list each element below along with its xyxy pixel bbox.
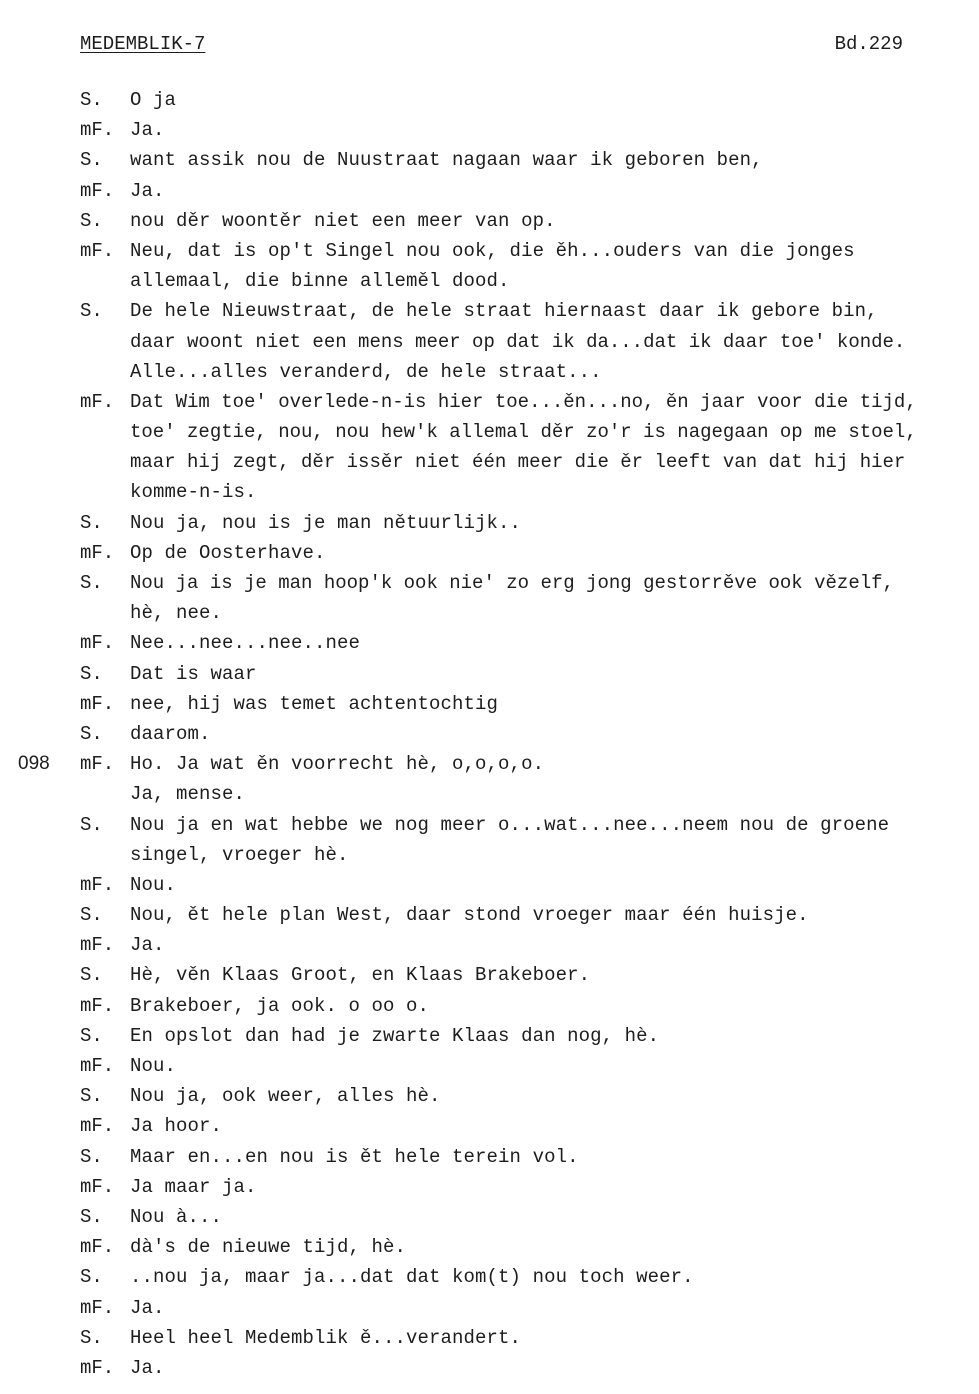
page-number: Bd.229 — [834, 33, 903, 55]
utterance-text: Ja. — [130, 934, 165, 957]
transcript-line — [0, 327, 979, 357]
utterance-text: Alle...alles veranderd, de hele straat... — [130, 360, 602, 383]
utterance-text: Nou ja is je man hoop'k ook nie' zo erg jong gestorrěve ook vězelf, — [130, 572, 894, 594]
utterance-text: nou děr woontěr niet een meer van op. — [130, 209, 556, 232]
speaker-label: S. — [80, 511, 103, 534]
transcript-line — [0, 85, 979, 115]
transcript-line — [0, 387, 979, 417]
speaker-label: mF. — [80, 692, 115, 715]
utterance-text: Nou à... — [130, 1205, 223, 1228]
speaker-label: S. — [80, 209, 103, 232]
transcript-line — [0, 900, 979, 930]
speaker-label: mF. — [80, 390, 115, 413]
speaker-label: mF. — [80, 934, 115, 957]
utterance-text: Ho. Ja wat ěn voorrecht hè, o,o,o,o. — [130, 753, 545, 776]
speaker-label: mF. — [80, 1175, 115, 1198]
transcript-line — [0, 991, 979, 1021]
transcript-line — [0, 598, 979, 628]
transcript-line — [0, 1142, 979, 1172]
speaker-label: mF. — [80, 1236, 115, 1259]
transcript-line — [0, 1172, 979, 1202]
speaker-label: mF. — [80, 1055, 115, 1077]
transcript-line — [0, 659, 979, 689]
utterance-text: Brakeboer, ja ook. o oo o. — [130, 994, 430, 1017]
transcript-line — [0, 1262, 979, 1292]
utterance-text: Ja hoor. — [130, 1115, 223, 1138]
speaker-label: S. — [80, 904, 103, 927]
utterance-text: ..nou ja, maar ja...dat dat kom(t) nou toch weer. — [130, 1266, 694, 1289]
transcript-line — [0, 447, 979, 477]
speaker-label: S. — [80, 1085, 103, 1108]
utterance-text: Ja. — [130, 1356, 165, 1379]
utterance-text: De hele Nieuwstraat, de hele straat hiernaast daar ik gebore bin, — [130, 300, 878, 323]
transcript-line — [0, 417, 979, 447]
transcript-line — [0, 1323, 979, 1353]
utterance-text: Nou. — [130, 1055, 177, 1077]
speaker-label: mF. — [80, 239, 115, 262]
transcript-line — [0, 176, 979, 206]
utterance-text: Op de Oosterhave. — [130, 541, 326, 564]
utterance-text: Heel heel Medemblik ě...verandert. — [130, 1326, 522, 1349]
utterance-text: Ja. — [130, 179, 165, 202]
transcript-line — [0, 749, 979, 779]
speaker-label: mF. — [80, 632, 115, 655]
utterance-text: daarom. — [130, 722, 211, 745]
transcript-line — [0, 840, 979, 870]
utterance-text: Nou, ět hele plan West, daar stond vroeger maar één huisje. — [130, 904, 809, 927]
transcript-line — [0, 689, 979, 719]
utterance-text: Maar en...en nou is ět hele terein vol. — [130, 1145, 579, 1168]
utterance-text: nee, hij was temet achtentochtig — [130, 692, 499, 715]
transcript-line — [0, 508, 979, 538]
utterance-text: Ja. — [130, 1296, 165, 1319]
transcript-line — [0, 206, 979, 236]
utterance-text: Nou. — [130, 873, 177, 896]
speaker-label: mF. — [80, 994, 115, 1017]
speaker-label: S. — [80, 1326, 103, 1349]
speaker-label: mF. — [80, 119, 115, 142]
transcript-line — [0, 870, 979, 900]
speaker-label: mF. — [80, 541, 115, 564]
speaker-label: S. — [80, 662, 103, 685]
transcript-line — [0, 1111, 979, 1141]
speaker-label: S. — [80, 1145, 103, 1168]
utterance-text: Ja maar ja. — [130, 1175, 257, 1198]
transcript-line — [0, 477, 979, 507]
transcript-line — [0, 1232, 979, 1262]
transcript-line — [0, 810, 979, 840]
transcript-line — [0, 1293, 979, 1323]
transcript-line — [0, 1051, 979, 1081]
transcript-line — [0, 1202, 979, 1232]
utterance-text: O ja — [130, 89, 177, 111]
transcript-line — [0, 115, 979, 145]
utterance-text: daar woont niet een mens meer op dat ik da...dat ik daar toe' konde. — [130, 330, 906, 353]
utterance-text: singel, vroeger hè. — [130, 843, 349, 866]
speaker-label: S. — [80, 722, 103, 745]
page-header-title: MEDEMBLIK-7 — [80, 33, 206, 55]
utterance-text: Ja. — [130, 119, 165, 142]
speaker-label: S. — [80, 89, 103, 111]
utterance-text: want assik nou de Nuustraat nagaan waar ik geboren ben, — [130, 149, 763, 172]
transcript-line — [0, 538, 979, 568]
transcript-line — [0, 236, 979, 266]
utterance-text: toe' zegtie, nou, nou hew'k allemal děr zo'r is nagegaan op me stoel, — [130, 421, 917, 444]
transcript-line — [0, 719, 979, 749]
transcript-line — [0, 1021, 979, 1051]
speaker-label: mF. — [80, 753, 115, 776]
transcript-line — [0, 930, 979, 960]
speaker-label: S. — [80, 300, 103, 323]
transcript-line — [0, 1081, 979, 1111]
utterance-text: Neu, dat is op't Singel nou ook, die ěh...ouders van die jonges — [130, 239, 855, 262]
utterance-text: Dat is waar — [130, 662, 257, 685]
utterance-text: Dat Wim toe' overlede-n-is hier toe...ěn...no, ěn jaar voor die tijd, — [130, 390, 917, 413]
transcript-line — [0, 296, 979, 326]
speaker-label: mF. — [80, 873, 115, 896]
utterance-text: En opslot dan had je zwarte Klaas dan nog, hè. — [130, 1024, 660, 1047]
speaker-label: S. — [80, 149, 103, 172]
utterance-text: maar hij zegt, děr issěr niet één meer die ěr leeft van dat hij hier — [130, 451, 906, 474]
transcript-line — [0, 779, 979, 809]
speaker-label: S. — [80, 964, 103, 987]
transcript-line — [0, 628, 979, 658]
speaker-label: S. — [80, 1205, 103, 1228]
utterance-text: dà's de nieuwe tijd, hè. — [130, 1236, 407, 1259]
utterance-text: hè, nee. — [130, 602, 223, 625]
transcript-line — [0, 145, 979, 175]
utterance-text: Nou ja, ook weer, alles hè. — [130, 1085, 441, 1108]
transcript-line — [0, 960, 979, 990]
speaker-label: S. — [80, 1024, 103, 1047]
utterance-text: Nou ja, nou is je man nětuurlijk.. — [130, 511, 522, 534]
utterance-text: Ja, mense. — [130, 783, 246, 806]
speaker-label: S. — [80, 813, 103, 836]
utterance-text: komme-n-is. — [130, 481, 257, 504]
speaker-label: mF. — [80, 1296, 115, 1319]
transcript-line — [0, 266, 979, 296]
utterance-text: allemaal, die binne alleměl dood. — [130, 270, 510, 293]
utterance-text: Nee...nee...nee..nee — [130, 632, 361, 655]
transcript-body — [0, 85, 979, 1383]
speaker-label: mF. — [80, 1115, 115, 1138]
line-number: 098 — [18, 753, 50, 775]
speaker-label: S. — [80, 572, 103, 594]
speaker-label: S. — [80, 1266, 103, 1289]
speaker-label: mF. — [80, 179, 115, 202]
utterance-text: Hè, věn Klaas Groot, en Klaas Brakeboer. — [130, 964, 591, 987]
utterance-text: Nou ja en wat hebbe we nog meer o...wat...nee...neem nou de groene — [130, 813, 890, 836]
transcript-line — [0, 568, 979, 598]
transcript-line — [0, 1353, 979, 1383]
transcript-line — [0, 357, 979, 387]
speaker-label: mF. — [80, 1356, 115, 1379]
